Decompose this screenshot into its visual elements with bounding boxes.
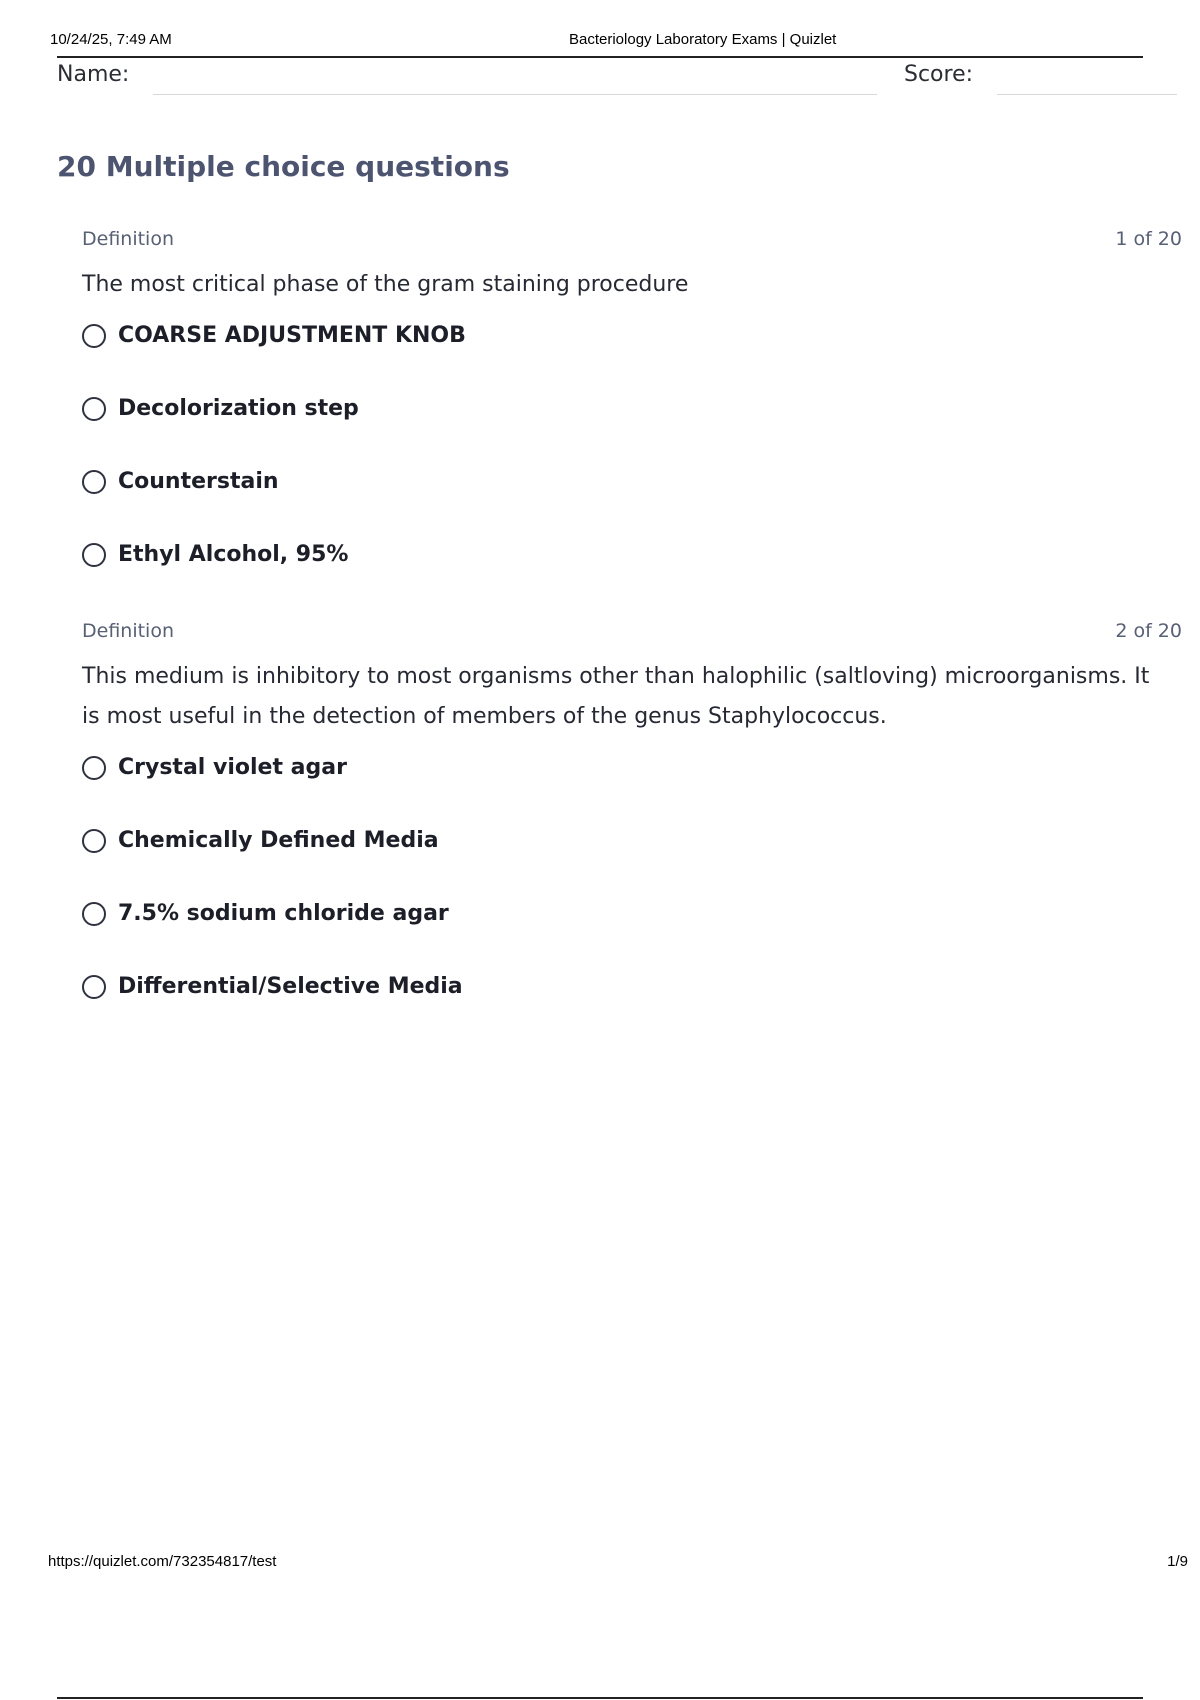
radio-button[interactable] [82,324,106,348]
answer-option-label: 7.5% sodium chloride agar [118,901,449,926]
radio-button[interactable] [82,829,106,853]
name-label: Name: [57,62,130,87]
question-meta [82,620,1182,646]
answer-option-label: Counterstain [118,469,279,494]
print-url: https://quizlet.com/732354817/test [48,1553,277,1570]
question-prompt: The most critical phase of the gram staining procedure [82,272,689,297]
question-counter: 2 of 20 [1115,620,1182,642]
question-type-label: Definition [82,620,175,642]
radio-button[interactable] [82,756,106,780]
print-footer [48,1553,1188,1573]
answer-option-label: Crystal violet agar [118,755,347,780]
print-document-title: Bacteriology Laboratory Exams | Quizlet [569,31,837,48]
page-number: 1/9 [1167,1553,1188,1570]
question-prompt: This medium is inhibitory to most organisms other than halophilic (saltloving) microorganisms. It is most useful in the detection of members of the genus Staphylococcus. [82,664,1150,729]
question-type-label: Definition [82,228,175,250]
answer-option-label: Differential/Selective Media [118,974,463,999]
section-title: 20 Multiple choice questions [57,150,510,183]
answer-option[interactable] [82,542,1182,615]
answer-option[interactable] [82,323,1182,396]
score-field-line[interactable] [997,94,1177,95]
answer-options [82,323,1182,615]
radio-button[interactable] [82,975,106,999]
name-score-row [57,62,1182,98]
radio-button[interactable] [82,902,106,926]
header-divider [57,56,1143,58]
radio-button[interactable] [82,397,106,421]
bottom-divider [57,1697,1143,1699]
print-header [50,31,1142,51]
answer-option-label: Chemically Defined Media [118,828,439,853]
radio-button[interactable] [82,470,106,494]
answer-option[interactable] [82,469,1182,542]
question-2 [82,620,1182,1047]
answer-option-label: Ethyl Alcohol, 95% [118,542,349,567]
question-counter: 1 of 20 [1115,228,1182,250]
answer-option[interactable] [82,901,1182,974]
score-label: Score: [904,62,974,87]
answer-option[interactable] [82,974,1182,1047]
answer-option[interactable] [82,396,1182,469]
question-1 [82,228,1182,615]
question-meta [82,228,1182,254]
answer-option-label: COARSE ADJUSTMENT KNOB [118,323,466,348]
answer-option[interactable] [82,755,1182,828]
answer-option[interactable] [82,828,1182,901]
answer-option-label: Decolorization step [118,396,359,421]
name-field-line[interactable] [153,94,877,95]
answer-options [82,755,1182,1047]
radio-button[interactable] [82,543,106,567]
print-datetime: 10/24/25, 7:49 AM [50,31,172,48]
